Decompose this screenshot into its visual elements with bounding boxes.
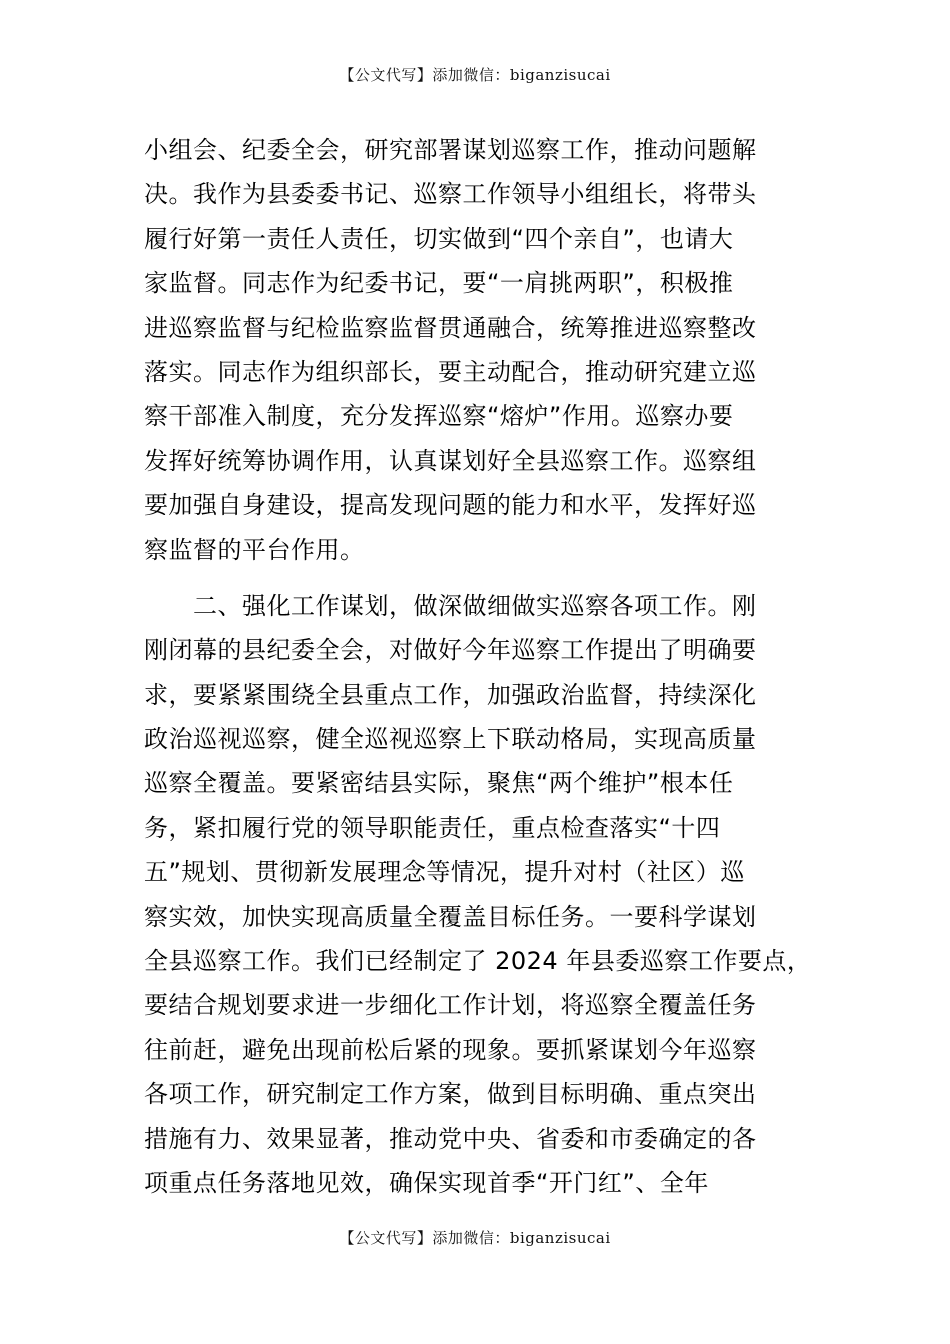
paragraph-line: 履行好第一责任人责任，切实做到“四个亲自”，也请大 — [144, 224, 734, 253]
paragraph-spacer — [144, 572, 824, 584]
paragraph-line: 各项工作，研究制定工作方案，做到目标明确、重点突出 — [144, 1080, 757, 1109]
paragraph-line: 决。我作为县委委书记、巡察工作领导小组组长，将带头 — [144, 180, 757, 209]
document-body — [144, 128, 824, 1205]
paragraph-line: 求，要紧紧围绕全县重点工作，加强政治监督，持续深化 — [144, 680, 757, 709]
paragraph-line: 家监督。同志作为纪委书记，要“一肩挑两职”，积极推 — [144, 269, 734, 298]
paragraph-line: 二、强化工作谋划，做深做细做实巡察各项工作。刚 — [144, 591, 757, 620]
paragraph-line: 刚闭幕的县纪委全会，对做好今年巡察工作提出了明确要 — [144, 636, 757, 665]
paragraph-line: 要加强自身建设，提高发现问题的能力和水平，发挥好巡 — [144, 491, 757, 520]
paragraph-line: 往前赶，避免出现前松后紧的现象。要抓紧谋划今年巡察 — [144, 1035, 757, 1064]
paragraph-line: 政治巡视巡察，健全巡视巡察上下联动格局，实现高质量 — [144, 725, 757, 754]
paragraph-line: 务，紧扣履行党的领导职能责任，重点检查落实“十四 — [144, 813, 721, 842]
paragraph-line: 五”规划、贯彻新发展理念等情况，提升对村（社区）巡 — [144, 858, 745, 887]
paragraph-line: 全县巡察工作。我们已经制定了 2024 年县委巡察工作要点， — [144, 947, 812, 976]
paragraph-line: 进巡察监督与纪检监察监督贯通融合，统筹推进巡察整改 — [144, 313, 757, 342]
page-header-watermark: 【公文代写】添加微信：biganzisucai — [339, 66, 611, 84]
page-footer-watermark: 【公文代写】添加微信：biganzisucai — [339, 1229, 611, 1247]
paragraph-line: 察干部准入制度，充分发挥巡察“熔炉”作用。巡察办要 — [144, 402, 734, 431]
paragraph-line: 小组会、纪委全会，研究部署谋划巡察工作，推动问题解 — [144, 136, 757, 164]
paragraph-line: 巡察全覆盖。要紧密结县实际，聚焦“两个维护”根本任 — [144, 769, 734, 798]
paragraph-1 — [144, 128, 824, 572]
paragraph-line: 察实效，加快实现高质量全覆盖目标任务。一要科学谋划 — [144, 902, 757, 931]
paragraph-line: 落实。同志作为组织部长，要主动配合，推动研究建立巡 — [144, 357, 757, 386]
paragraph-line: 发挥好统筹协调作用，认真谋划好全县巡察工作。巡察组 — [144, 446, 757, 475]
paragraph-line: 措施有力、效果显著，推动党中央、省委和市委确定的各 — [144, 1124, 757, 1153]
paragraph-2 — [144, 584, 824, 1205]
paragraph-line: 察监督的平台作用。 — [144, 535, 365, 564]
paragraph-line: 要结合规划要求进一步细化工作计划，将巡察全覆盖任务 — [144, 991, 757, 1020]
paragraph-line: 项重点任务落地见效，确保实现首季“开门红”、全年 — [144, 1168, 709, 1197]
